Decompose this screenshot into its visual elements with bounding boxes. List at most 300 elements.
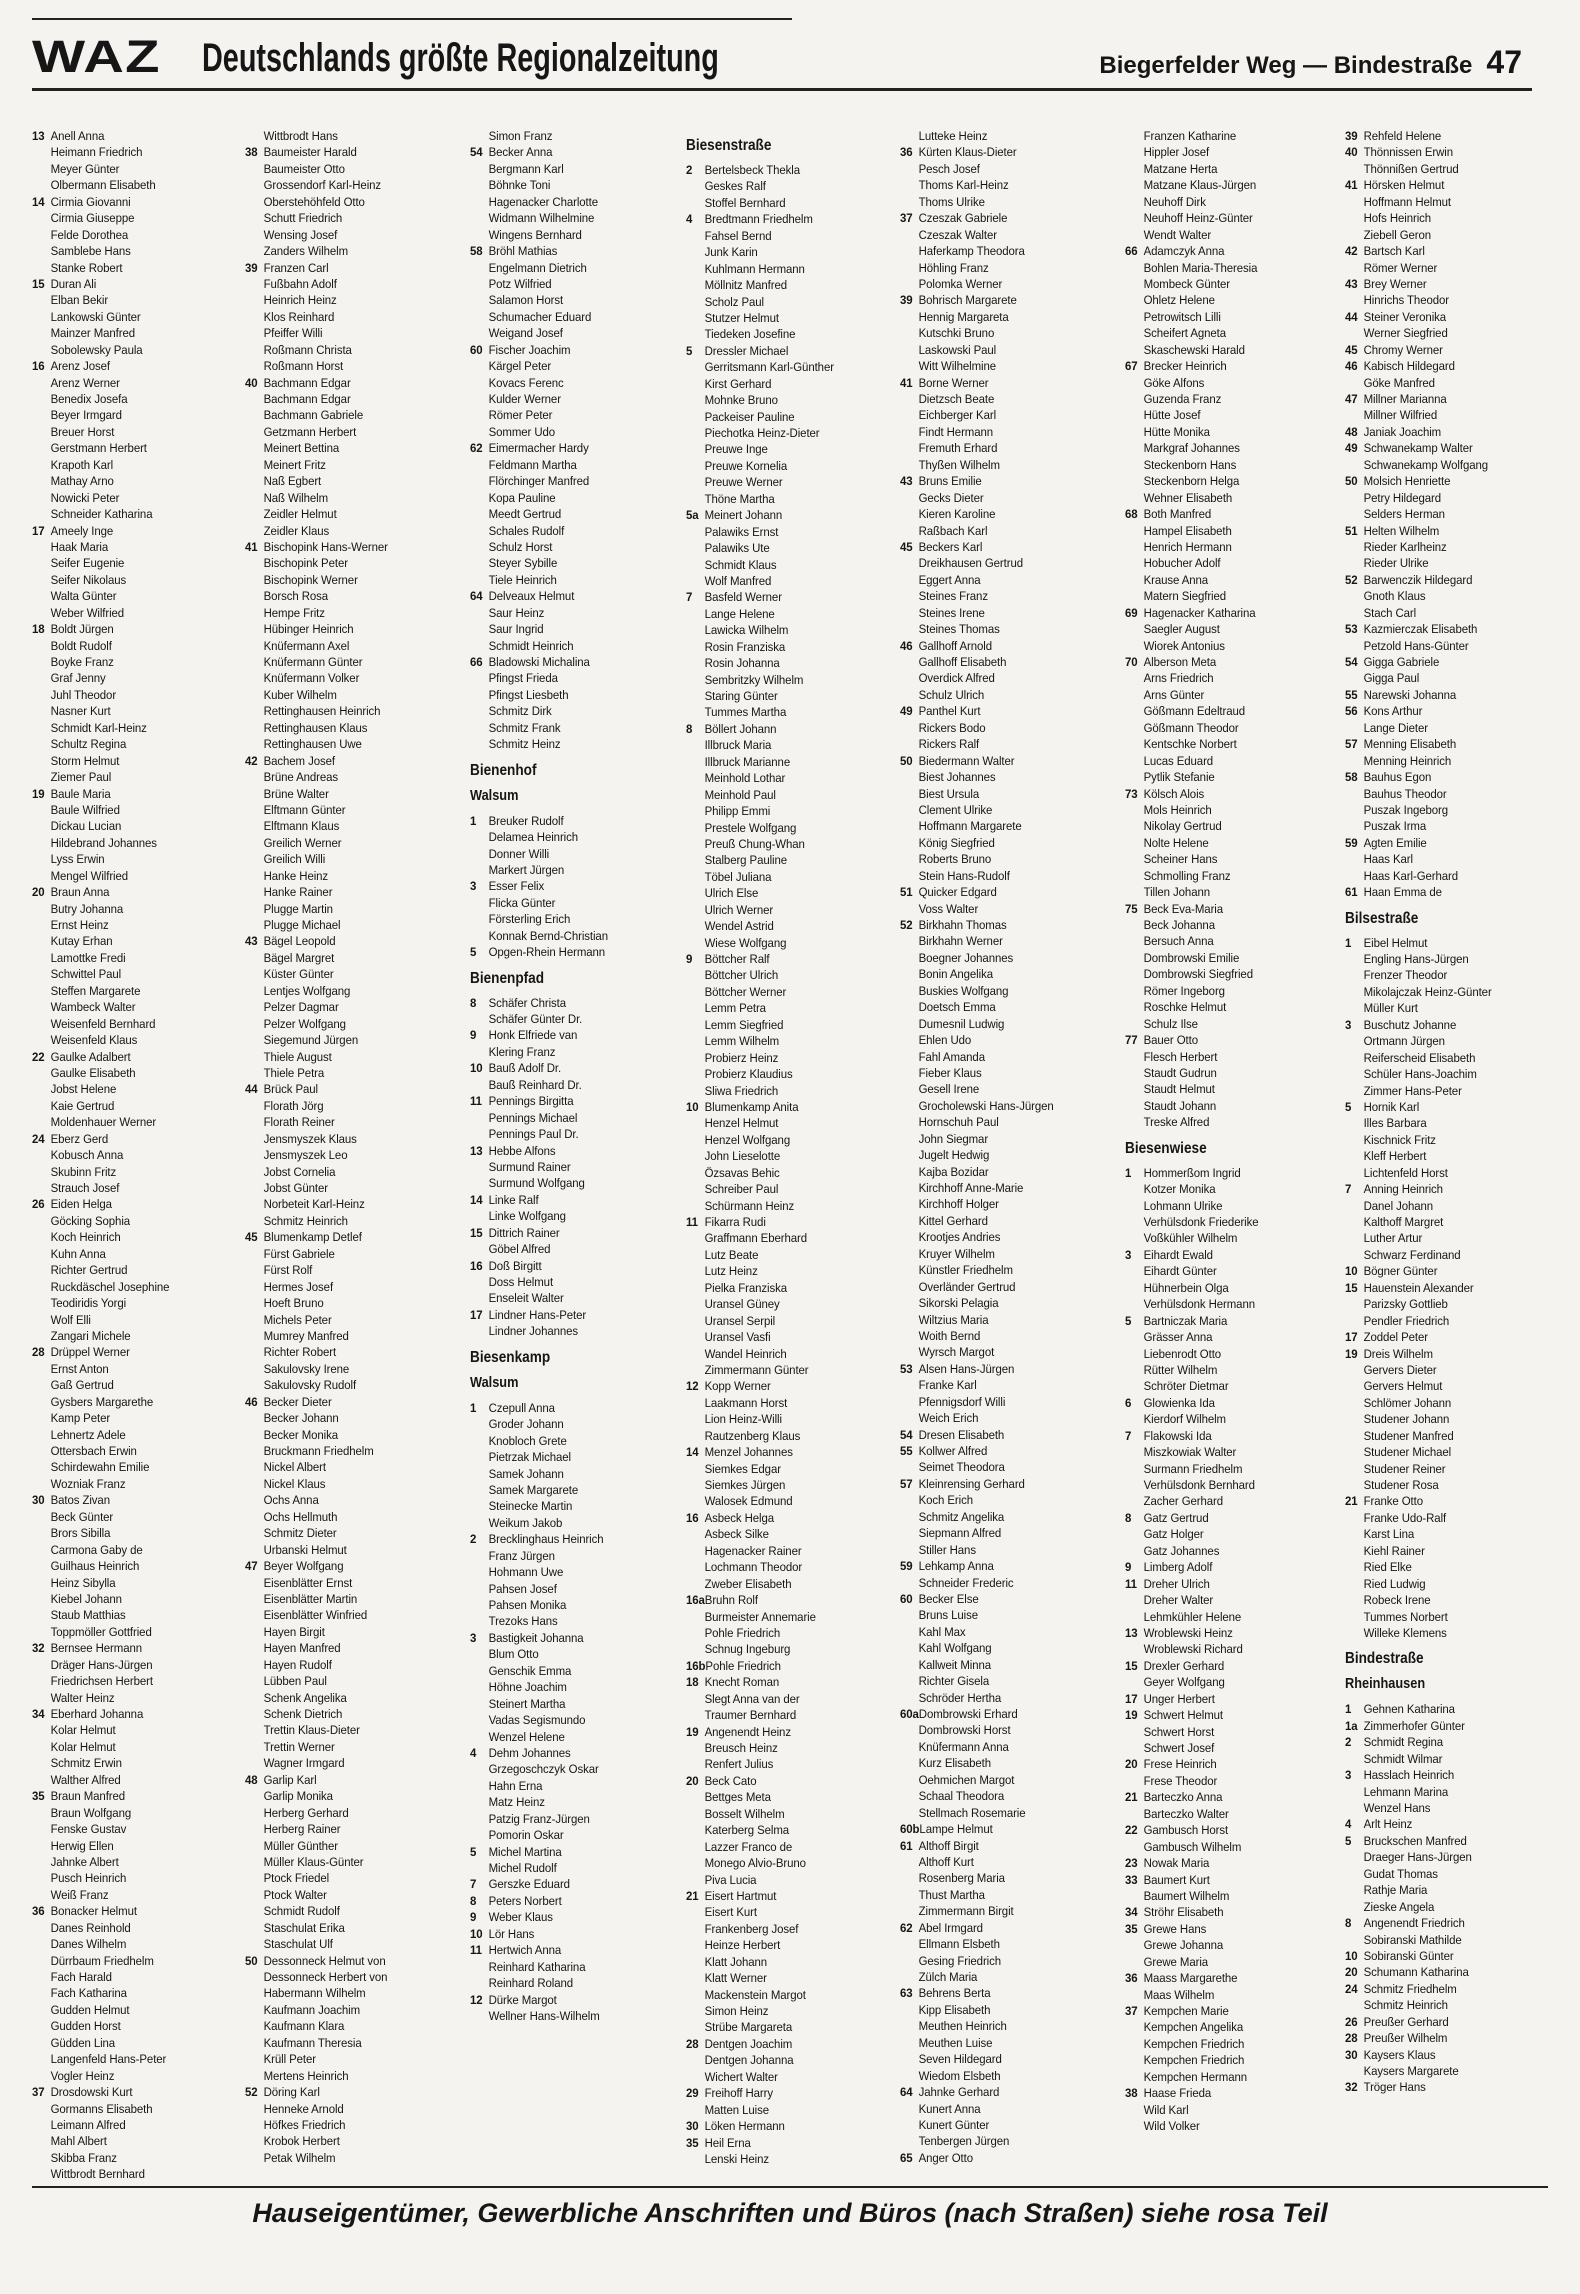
resident-name: Carmona Gaby de	[50, 1542, 143, 1557]
resident-name: Lucas Eduard	[1143, 753, 1214, 768]
resident-entry	[1345, 687, 1536, 703]
resident-entry	[900, 1575, 1103, 1591]
resident-entry	[1345, 210, 1536, 226]
resident-name: Gerstmann Herbert	[50, 441, 147, 456]
resident-entry	[470, 457, 670, 473]
house-number: 43	[1345, 276, 1358, 291]
resident-name: Stanke Robert	[50, 260, 123, 275]
house-number: 3	[470, 1630, 477, 1645]
resident-name: Gudden Helmut	[50, 2002, 130, 2017]
resident-name: Gallhoff Arnold	[918, 638, 993, 653]
resident-name: Becker Anna	[488, 145, 553, 160]
resident-name: Hertwich Anna	[488, 1943, 562, 1958]
resident-name: Kürten Klaus-Dieter	[918, 145, 1017, 160]
resident-name: Dietzsch Beate	[918, 392, 995, 406]
resident-entry	[32, 1640, 225, 1656]
resident-name: Bauß Adolf Dr.	[488, 1061, 562, 1076]
resident-entry	[1125, 292, 1326, 308]
resident-entry	[470, 1449, 670, 1465]
resident-name: Gallhoff Elisabeth	[918, 655, 1007, 669]
resident-entry	[245, 1016, 442, 1032]
resident-entry	[245, 391, 442, 407]
resident-entry	[686, 1576, 886, 1592]
resident-entry	[470, 260, 670, 276]
resident-name: Schutt Friedrich	[263, 211, 343, 226]
resident-entry	[686, 359, 886, 375]
resident-entry	[245, 1887, 442, 1903]
resident-name: Eisert Kurt	[704, 1905, 757, 1920]
resident-entry	[900, 325, 1103, 341]
resident-entry	[686, 2019, 886, 2035]
resident-entry	[900, 1180, 1103, 1196]
resident-entry	[32, 1558, 225, 1574]
resident-entry	[900, 884, 1103, 900]
resident-entry	[1345, 1767, 1536, 1783]
resident-name: Kaufmann Klara	[263, 2019, 345, 2034]
resident-name: Kruyer Wilhelm	[918, 1246, 995, 1261]
resident-entry	[900, 1640, 1103, 1656]
resident-name: Hayen Rudolf	[263, 1657, 332, 1672]
resident-name: Lutz Beate	[704, 1247, 759, 1262]
resident-entry	[900, 851, 1103, 867]
resident-entry	[32, 1739, 225, 1755]
resident-entry	[900, 1903, 1103, 1919]
resident-entry	[245, 2133, 442, 2149]
resident-entry	[1125, 1756, 1326, 1772]
resident-entry	[1345, 375, 1536, 391]
resident-entry	[686, 935, 886, 951]
resident-entry	[1345, 440, 1536, 456]
resident-entry	[1345, 292, 1536, 308]
resident-entry	[1125, 1049, 1326, 1065]
resident-name: Mathay Arno	[50, 474, 114, 489]
resident-entry	[900, 654, 1103, 670]
house-number: 2	[1345, 1735, 1352, 1750]
resident-entry	[245, 1459, 442, 1475]
resident-name: Steines Irene	[918, 605, 985, 620]
resident-name: Eibel Helmut	[1363, 935, 1428, 950]
resident-name: Puszak Irma	[1363, 819, 1427, 834]
resident-name: Römer Peter	[488, 408, 553, 423]
resident-name: Thoms Karl-Heinz	[918, 178, 1009, 193]
resident-entry	[470, 1663, 670, 1679]
resident-name: Laskowski Paul	[918, 342, 997, 357]
resident-entry	[1125, 1839, 1326, 1855]
resident-name: Mohnke Bruno	[704, 393, 778, 408]
resident-entry	[245, 1131, 442, 1147]
resident-name: Wenzel Hans	[1363, 1801, 1431, 1815]
house-number: 55	[1345, 687, 1358, 702]
street-range: Biegerfelder Weg — Bindestraße	[1099, 52, 1473, 79]
resident-name: Felde Dorothea	[50, 227, 129, 242]
resident-name: Bruhn Rolf	[704, 1593, 758, 1608]
resident-entry	[32, 375, 225, 391]
resident-name: Pelzer Wolfgang	[263, 1016, 346, 1031]
house-number: 36	[32, 1904, 45, 1919]
resident-name: Seifer Nikolaus	[50, 572, 127, 587]
resident-entry	[245, 440, 442, 456]
resident-name: Lehmann Marina	[1363, 1784, 1449, 1799]
resident-name: Meinert Fritz	[263, 457, 326, 472]
resident-entry	[32, 851, 225, 867]
resident-name: Tiedeken Josefine	[704, 327, 796, 342]
resident-entry	[1125, 2118, 1326, 2134]
resident-entry	[1345, 868, 1536, 884]
resident-name: Quicker Edgard	[918, 885, 997, 900]
resident-entry	[1125, 440, 1326, 456]
resident-name: Fach Katharina	[50, 1986, 127, 2001]
resident-entry	[1125, 1230, 1326, 1246]
resident-name: Olbermann Elisabeth	[50, 178, 156, 193]
house-number: 34	[1125, 1905, 1138, 1920]
resident-name: Heinrich Heinz	[263, 293, 337, 308]
resident-entry	[1345, 1882, 1536, 1898]
resident-entry	[32, 243, 225, 259]
resident-entry	[1345, 1559, 1536, 1575]
directory-column-3	[470, 128, 685, 2178]
house-number: 9	[686, 952, 693, 966]
resident-name: Burmeister Annemarie	[704, 1609, 816, 1624]
resident-name: Mengel Wilfried	[50, 868, 129, 883]
resident-entry	[900, 276, 1103, 292]
resident-entry	[686, 1592, 886, 1608]
resident-entry	[470, 621, 670, 637]
resident-entry	[470, 1143, 670, 1159]
resident-entry	[900, 1838, 1103, 1854]
resident-name: Walosek Edmund	[704, 1494, 793, 1509]
resident-entry	[470, 128, 670, 144]
resident-entry	[470, 944, 670, 960]
street-heading: Bienenpfad	[470, 969, 545, 987]
resident-entry	[470, 928, 670, 944]
resident-name: Beckers Karl	[918, 539, 983, 554]
house-number: 35	[686, 2135, 699, 2150]
resident-entry	[900, 1246, 1103, 1262]
resident-name: Saegler August	[1143, 622, 1220, 637]
resident-entry	[1345, 1718, 1536, 1734]
resident-name: Ströhr Elisabeth	[1143, 1905, 1224, 1920]
resident-entry	[900, 1344, 1103, 1360]
resident-entry	[245, 703, 442, 719]
resident-entry	[1125, 753, 1326, 769]
resident-entry	[245, 473, 442, 489]
resident-entry	[686, 557, 886, 573]
resident-name: Stein Hans-Rudolf	[918, 868, 1010, 883]
house-number: 20	[32, 885, 45, 900]
resident-entry	[245, 1969, 442, 1985]
resident-name: Angenendt Heinz	[704, 1724, 791, 1739]
resident-name: Richter Gertrud	[50, 1263, 128, 1278]
resident-entry	[245, 276, 442, 292]
resident-entry	[32, 1673, 225, 1689]
resident-entry	[686, 294, 886, 310]
resident-entry	[245, 1361, 442, 1377]
resident-name: Hühnerbein Olga	[1143, 1280, 1229, 1295]
resident-entry	[245, 407, 442, 423]
resident-entry	[1345, 555, 1536, 571]
resident-entry	[1345, 391, 1536, 407]
house-number: 17	[1345, 1330, 1358, 1345]
resident-entry	[686, 655, 886, 671]
footer-rule	[32, 2186, 1548, 2188]
resident-entry	[1345, 1115, 1536, 1131]
resident-entry	[245, 161, 442, 177]
resident-name: Trezoks Hans	[488, 1614, 558, 1629]
district-heading: Walsum	[470, 1374, 519, 1391]
resident-entry	[900, 983, 1103, 999]
resident-name: Bernsee Hermann	[50, 1641, 143, 1656]
house-number: 4	[1345, 1817, 1352, 1832]
resident-entry	[470, 638, 670, 654]
resident-name: Baumert Kurt	[1143, 1872, 1210, 1887]
resident-entry	[1345, 1329, 1536, 1345]
resident-entry	[470, 1093, 670, 1109]
resident-entry	[32, 210, 225, 226]
resident-name: Schwanekamp Wolfgang	[1363, 457, 1489, 472]
resident-entry	[686, 1674, 886, 1690]
resident-name: Güdden Lina	[50, 2035, 116, 2050]
resident-entry	[900, 177, 1103, 193]
resident-name: Storm Helmut	[50, 753, 120, 768]
resident-name: Matten Luise	[704, 2102, 769, 2117]
house-number: 8	[1345, 1916, 1352, 1931]
house-number: 23	[1125, 1856, 1138, 1871]
resident-name: Henzel Wolfgang	[704, 1132, 791, 1147]
resident-name: Biest Johannes	[918, 770, 996, 785]
resident-entry	[1345, 1230, 1536, 1246]
resident-name: Weikum Jakob	[488, 1515, 563, 1530]
resident-entry	[900, 753, 1103, 769]
resident-name: Lehkamp Anna	[918, 1559, 994, 1574]
house-number: 6	[1125, 1395, 1132, 1410]
resident-name: Zülch Maria	[918, 1970, 978, 1984]
resident-name: Eisenblätter Ernst	[263, 1575, 353, 1590]
resident-entry	[686, 1740, 886, 1756]
resident-name: Breusch Heinz	[704, 1741, 778, 1755]
resident-entry	[1345, 951, 1536, 967]
house-number: 28	[686, 2036, 699, 2051]
resident-name: Bohrisch Margarete	[918, 293, 1017, 308]
resident-entry	[900, 933, 1103, 949]
resident-name: Simon Heinz	[704, 2004, 769, 2018]
house-number: 16	[686, 1510, 699, 1525]
resident-name: Staudt Gudrun	[1143, 1065, 1217, 1080]
resident-entry	[245, 292, 442, 308]
house-number: 11	[470, 1094, 482, 1109]
house-number: 52	[245, 2085, 258, 2100]
resident-entry	[32, 1772, 225, 1788]
house-number: 14	[686, 1445, 699, 1460]
resident-entry	[1125, 917, 1326, 933]
resident-name: Bögner Günter	[1363, 1264, 1438, 1279]
resident-name: Uransel Güney	[704, 1297, 780, 1312]
house-number: 15	[32, 276, 45, 291]
resident-entry	[470, 1729, 670, 1745]
resident-name: Baumeister Otto	[263, 161, 345, 176]
resident-entry	[245, 506, 442, 522]
resident-name: Ziebell Geron	[1363, 227, 1432, 242]
house-number: 21	[686, 1888, 699, 1903]
resident-name: Pohle Friedrich	[705, 1658, 781, 1673]
resident-entry	[470, 588, 670, 604]
house-number: 42	[245, 753, 258, 768]
house-number: 17	[470, 1307, 483, 1322]
resident-entry	[245, 1805, 442, 1821]
resident-name: Roßmann Horst	[263, 359, 344, 374]
resident-entry	[32, 1805, 225, 1821]
resident-name: Blumenkamp Detlef	[263, 1230, 362, 1245]
resident-name: Tiele Heinrich	[488, 572, 557, 587]
resident-name: Nickel Albert	[263, 1460, 326, 1475]
resident-name: Danel Johann	[1363, 1198, 1434, 1213]
resident-name: Boldt Jürgen	[50, 622, 114, 637]
resident-name: Beck Eva-Maria	[1143, 901, 1224, 916]
resident-entry	[686, 2036, 886, 2052]
resident-entry	[470, 1433, 670, 1449]
resident-name: Ruckdäschel Josephine	[50, 1279, 170, 1294]
resident-entry	[1125, 1165, 1326, 1181]
house-number: 62	[470, 441, 483, 456]
resident-entry	[470, 424, 670, 440]
resident-entry	[686, 1543, 886, 1559]
resident-entry	[686, 885, 886, 901]
street-heading: Biesenkamp	[470, 1348, 551, 1366]
resident-name: Lemm Wilhelm	[704, 1034, 780, 1049]
resident-name: Kiehl Rainer	[1363, 1543, 1425, 1558]
resident-entry	[245, 260, 442, 276]
resident-entry	[1125, 1346, 1326, 1362]
resident-entry	[470, 1696, 670, 1712]
resident-name: Eisenblätter Winfried	[263, 1608, 368, 1623]
resident-name: Rautzenberg Klaus	[704, 1428, 801, 1443]
resident-name: Hildebrand Johannes	[50, 835, 157, 850]
resident-entry	[900, 1673, 1103, 1689]
resident-name: Krause Anna	[1143, 572, 1209, 587]
house-number: 7	[1125, 1428, 1132, 1443]
resident-name: Konnak Bernd-Christian	[488, 928, 608, 943]
house-number: 22	[32, 1049, 45, 1064]
resident-name: Ernst Heinz	[50, 918, 109, 932]
resident-name: Hebbe Alfons	[488, 1143, 556, 1158]
resident-name: Ulrich Else	[704, 886, 759, 901]
resident-entry	[686, 2052, 886, 2068]
resident-name: Kollwer Alfred	[918, 1444, 988, 1458]
resident-name: Jobst Cornelia	[263, 1164, 336, 1179]
resident-entry	[686, 1477, 886, 1493]
resident-name: Beck Günter	[50, 1509, 114, 1524]
resident-name: Zimmermann Birgit	[918, 1904, 1014, 1919]
house-number: 50	[245, 1953, 258, 1968]
resident-name: Meinhold Paul	[704, 787, 776, 802]
resident-name: Lankowski Günter	[50, 309, 141, 324]
resident-name: Döring Karl	[263, 2085, 320, 2100]
resident-entry	[245, 966, 442, 982]
resident-name: Kieren Karoline	[918, 507, 996, 522]
resident-entry	[32, 572, 225, 588]
resident-name: Verhülsdonk Bernhard	[1143, 1478, 1255, 1492]
resident-name: Richter Robert	[263, 1345, 337, 1360]
resident-entry	[900, 1279, 1103, 1295]
resident-entry	[245, 1295, 442, 1311]
resident-name: Wellner Hans-Wilhelm	[488, 2008, 600, 2023]
resident-entry	[900, 868, 1103, 884]
resident-name: Höhling Franz	[918, 260, 989, 275]
resident-name: Höfkes Friedrich	[263, 2117, 346, 2132]
resident-name: Wendel Astrid	[704, 919, 774, 934]
resident-name: Schenk Dietrich	[263, 1707, 343, 1721]
resident-name: Schäfer Günter Dr.	[488, 1012, 583, 1026]
resident-entry	[32, 1459, 225, 1475]
resident-name: Jahnke Gerhard	[918, 2085, 1000, 2100]
resident-entry	[32, 276, 225, 292]
resident-entry	[900, 966, 1103, 982]
resident-entry	[900, 1049, 1103, 1065]
resident-entry	[470, 1323, 670, 1339]
resident-name: Meedt Gertrud	[488, 507, 562, 522]
resident-entry	[32, 1377, 225, 1393]
resident-name: Gesell Irene	[918, 1082, 980, 1097]
resident-name: Kalthoff Margret	[1363, 1215, 1444, 1229]
resident-name: Nowak Maria	[1143, 1856, 1210, 1871]
resident-name: Frese Heinrich	[1143, 1757, 1217, 1772]
resident-name: Sikorski Pelagia	[918, 1296, 999, 1311]
resident-entry	[900, 1542, 1103, 1558]
resident-entry	[1125, 210, 1326, 226]
resident-name: Preuwe Werner	[704, 475, 783, 490]
resident-entry	[900, 1032, 1103, 1048]
house-number: 19	[686, 1724, 699, 1739]
resident-name: Ameely Inge	[50, 523, 114, 538]
resident-name: Surmann Friedhelm	[1143, 1461, 1243, 1476]
resident-entry	[686, 1033, 886, 1049]
resident-name: Özsavas Behic	[704, 1165, 780, 1180]
resident-name: Genschik Emma	[488, 1663, 572, 1678]
resident-name: Doetsch Emma	[918, 1000, 996, 1015]
resident-name: Kabisch Hildegard	[1363, 359, 1455, 374]
resident-entry	[900, 588, 1103, 604]
resident-name: Brecker Heinrich	[1143, 359, 1227, 374]
resident-entry	[1125, 1954, 1326, 1970]
resident-entry	[245, 523, 442, 539]
resident-entry	[32, 1838, 225, 1854]
house-number: 50	[900, 753, 913, 768]
resident-entry	[470, 829, 670, 845]
resident-name: Seimet Theodora	[918, 1460, 1005, 1475]
resident-name: Matern Siegfried	[1143, 589, 1227, 604]
resident-entry	[686, 162, 886, 178]
resident-entry	[1345, 1214, 1536, 1230]
resident-entry	[686, 1839, 886, 1855]
resident-entry	[900, 128, 1103, 144]
resident-entry	[686, 589, 886, 605]
resident-name: Walta Günter	[50, 589, 117, 604]
resident-entry	[686, 507, 886, 523]
resident-name: Kazmierczak Elisabeth	[1363, 622, 1478, 637]
resident-entry	[470, 1241, 670, 1257]
resident-name: Schulz Ulrich	[918, 687, 985, 702]
resident-entry	[245, 1706, 442, 1722]
resident-entry	[245, 243, 442, 259]
resident-entry	[32, 1903, 225, 1919]
resident-name: Kölsch Alois	[1143, 786, 1205, 801]
resident-name: Bauhus Theodor	[1363, 786, 1447, 801]
resident-entry	[900, 391, 1103, 407]
resident-entry	[1345, 1132, 1536, 1148]
resident-entry	[1125, 1609, 1326, 1625]
resident-entry	[245, 1147, 442, 1163]
resident-name: Draeger Hans-Jürgen	[1363, 1850, 1472, 1865]
resident-entry	[470, 325, 670, 341]
